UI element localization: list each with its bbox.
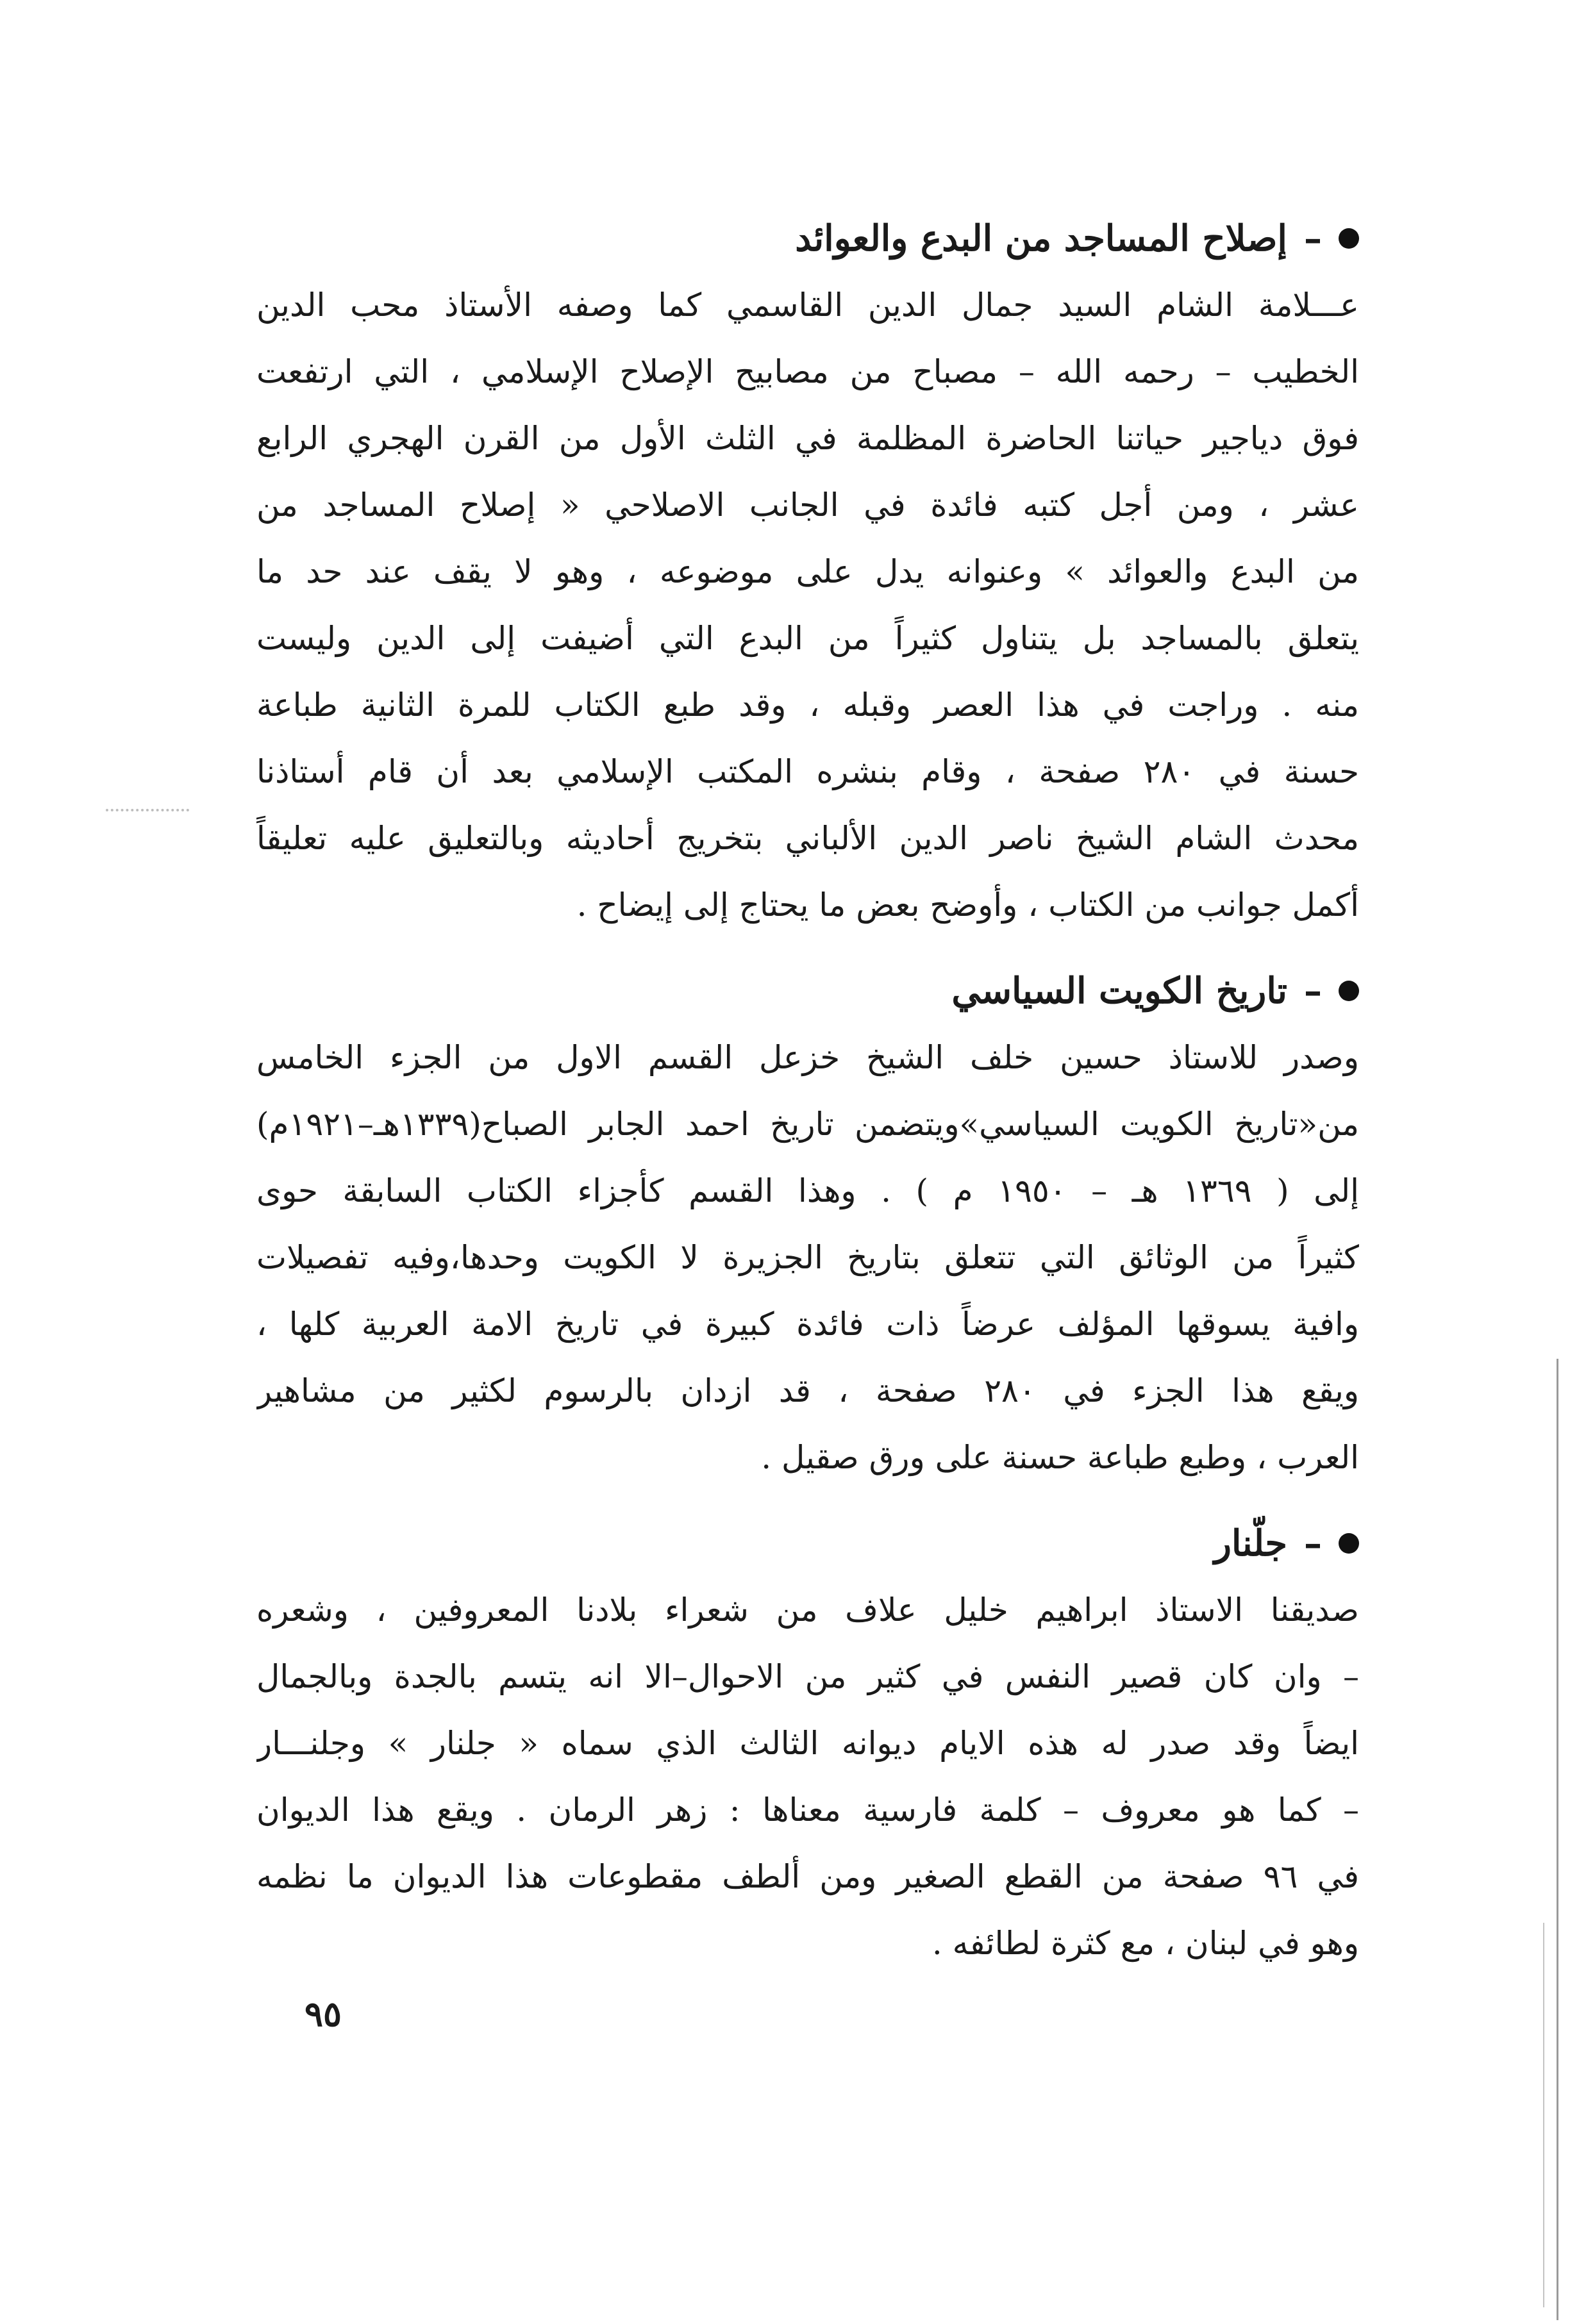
- heading-dash: –: [1304, 970, 1322, 1012]
- section-heading: [256, 205, 1359, 272]
- text-line: عـــلامة الشام السيد جمال الدين القاسمي كما وصفه الأستاذ محب الدين: [256, 286, 1359, 324]
- section-title: تاريخ الكويت السياسي: [951, 970, 1287, 1012]
- margin-mark: [106, 809, 189, 814]
- section-heading: [256, 958, 1359, 1024]
- text-line: كثيراً من الوثائق التي تتعلق بتاريخ الجزيرة لا الكويت وحدها،وفيه تفصيلات: [256, 1239, 1359, 1276]
- section-title: جلّنار: [1214, 1522, 1287, 1565]
- text-line: يتعلق بالمساجد بل يتناول كثيراً من البدع التي أضيفت إلى الدين وليست: [256, 620, 1359, 657]
- text-line: وصدر للاستاذ حسين خلف الشيخ خزعل القسم الاول من الجزء الخامس: [256, 1039, 1359, 1076]
- page-content: [256, 205, 1359, 1977]
- text-line: محدث الشام الشيخ ناصر الدين الألباني بتخريج أحاديثه وبالتعليق عليه تعليقاً: [256, 820, 1359, 857]
- text-line: وهو في لبنان ، مع كثرة لطائفه .: [931, 1925, 1359, 1962]
- text-line: وافية يسوقها المؤلف عرضاً ذات فائدة كبيرة في تاريخ الامة العربية كلها ،: [256, 1306, 1359, 1343]
- text-line: في ٩٦ صفحة من القطع الصغير ومن ألطف مقطوعات هذا الديوان ما نظمه: [256, 1858, 1359, 1895]
- page-number: ٩٥: [305, 1993, 342, 2034]
- section-body: [256, 1024, 1359, 1491]
- page-edge-line: [1543, 1923, 1544, 2307]
- section-heading: [256, 1510, 1359, 1577]
- bullet-icon: [1339, 981, 1359, 1001]
- bullet-icon: [1339, 1533, 1359, 1554]
- text-line: من البدع والعوائد » وعنوانه يدل على موضوعه ، وهو لا يقف عند حد ما: [256, 553, 1359, 590]
- text-line: من«تاريخ الكويت السياسي»ويتضمن تاريخ احمد الجابر الصباح(١٣٣٩هـ–١٩٢١م): [256, 1106, 1359, 1143]
- section-gap: [256, 938, 1359, 958]
- bullet-icon: [1339, 228, 1359, 249]
- text-line: – كما هو معروف – كلمة فارسية معناها : زهر الرمان . ويقع هذا الديوان: [256, 1791, 1359, 1829]
- text-line: عشر ، ومن أجل كتبه فائدة في الجانب الاصلاحي « إصلاح المساجد من: [256, 486, 1359, 524]
- text-line: صديقنا الاستاذ ابراهيم خليل علاف من شعراء بلادنا المعروفين ، وشعره: [256, 1591, 1359, 1629]
- text-line: – وان كان قصير النفس في كثير من الاحوال–الا انه يتسم بالجدة وبالجمال: [256, 1658, 1359, 1695]
- text-line: ايضاً وقد صدر له هذه الايام ديوانه الثالث الذي سماه « جلنار » وجلنـــار: [256, 1725, 1359, 1762]
- page-edge-line: [1557, 1359, 1558, 2320]
- text-line: حسنة في ٢٨٠ صفحة ، وقام بنشره المكتب الإسلامي بعد أن قام أستاذنا: [256, 753, 1359, 790]
- heading-dash: –: [1304, 1522, 1322, 1565]
- section-title: إصلاح المساجد من البدع والعوائد: [795, 217, 1287, 260]
- section-gap: [256, 1491, 1359, 1510]
- text-line: العرب ، وطبع طباعة حسنة على ورق صقيل .: [761, 1439, 1359, 1476]
- text-line: ويقع هذا الجزء في ٢٨٠ صفحة ، قد ازدان بالرسوم لكثير من مشاهير: [256, 1372, 1359, 1409]
- section-body: [256, 272, 1359, 938]
- text-line: الخطيب – رحمه الله – مصباح من مصابيح الإصلاح الإسلامي ، التي ارتفعت: [256, 353, 1359, 390]
- text-line: فوق دياجير حياتنا الحاضرة المظلمة في الثلث الأول من القرن الهجري الرابع: [256, 420, 1359, 457]
- section-body: [256, 1577, 1359, 1977]
- text-line: إلى ( ١٣٦٩ هـ – ١٩٥٠ م ) . وهذا القسم كأجزاء الكتاب السابقة حوى: [256, 1172, 1359, 1209]
- text-line: أكمل جوانب من الكتاب ، وأوضح بعض ما يحتاج إلى إيضاح .: [576, 886, 1359, 924]
- heading-dash: –: [1304, 217, 1322, 260]
- text-line: منه . وراجت في هذا العصر وقبله ، وقد طبع الكتاب للمرة الثانية طباعة: [256, 686, 1359, 724]
